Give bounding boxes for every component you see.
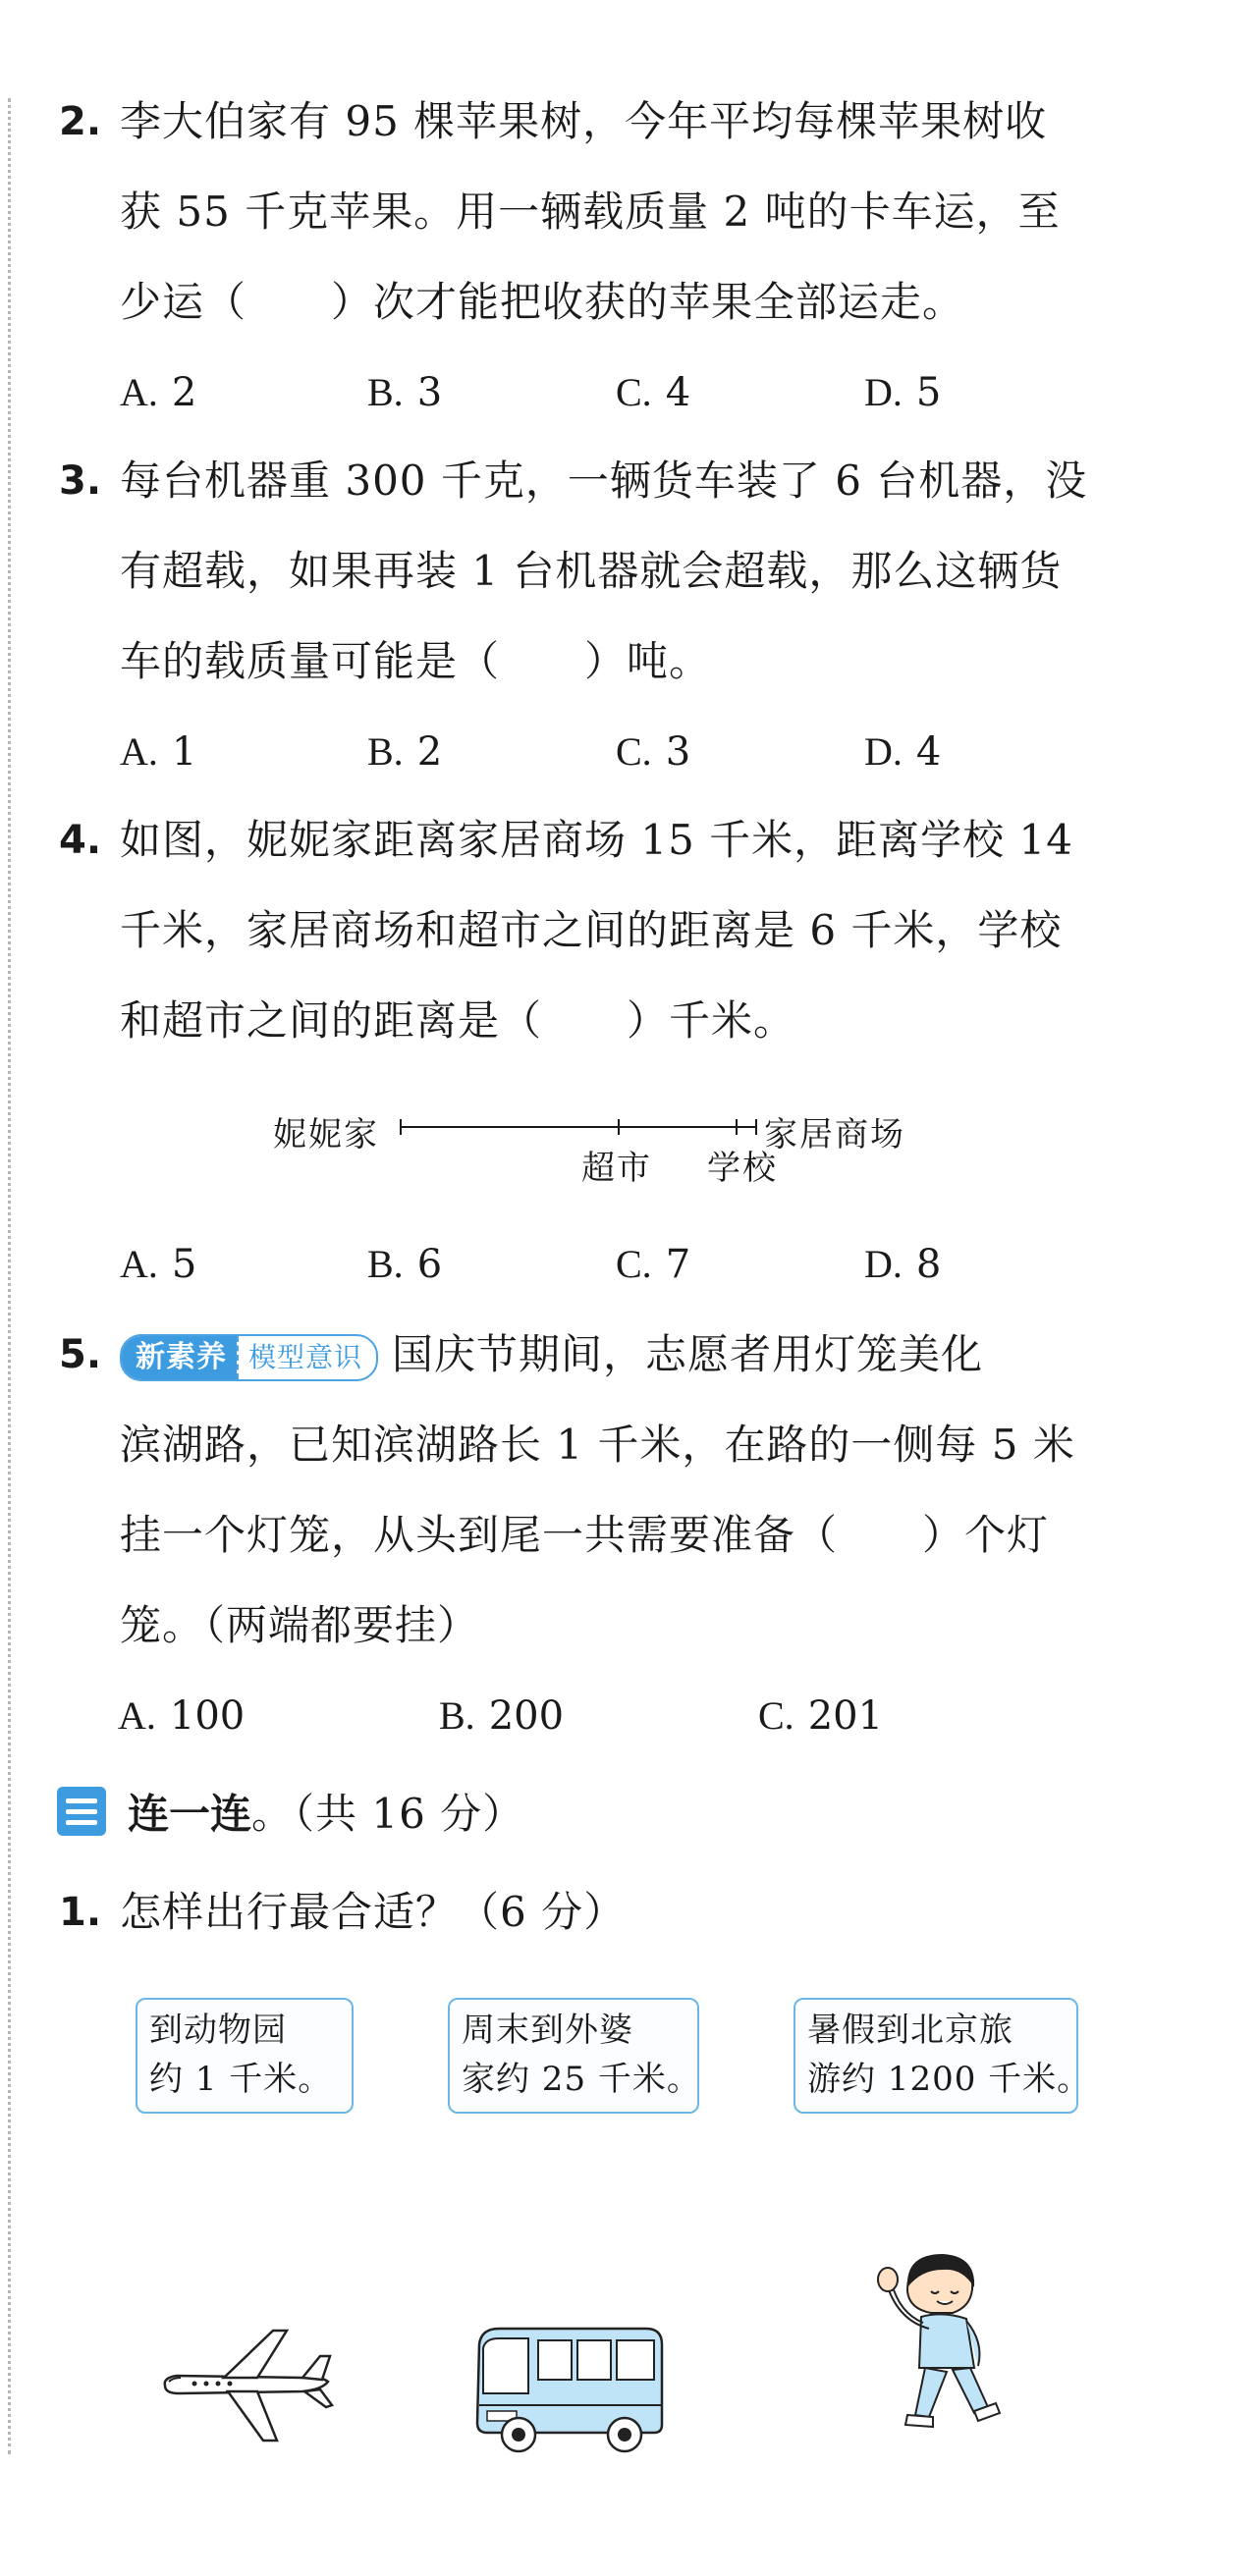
card-line: 约 1 千米。 <box>149 2060 333 2099</box>
section-header <box>57 1777 524 1846</box>
label-school: 学校 <box>707 1149 778 1188</box>
section-score: 。（共 16 分） <box>251 1790 525 1838</box>
question-line: 千米，家居商场和超市之间的距离是 6 千米，学校 <box>120 906 1063 954</box>
question-4-options <box>61 1219 1112 1310</box>
question-line: 每台机器重 300 千克，一辆货车装了 6 台机器，没 <box>120 456 1088 505</box>
question-line-text: 国庆节期间，志愿者用灯笼美化 <box>392 1330 984 1378</box>
sub-question-1 <box>61 1867 1112 1958</box>
option-c[interactable]: C. 7 <box>616 1242 691 1287</box>
question-line: 滨湖路，已知滨湖路长 1 千米，在路的一侧每 5 米 <box>120 1421 1075 1469</box>
label-home: 妮妮家 <box>273 1115 379 1154</box>
question-line: 怎样出行最合适？（6 分） <box>120 1888 627 1936</box>
card-line: 游约 1200 千米。 <box>807 2060 1092 2099</box>
question-4 <box>61 795 1112 1066</box>
option-b[interactable]: B. 200 <box>439 1693 565 1739</box>
question-line: 获 55 千克苹果。用一辆载质量 2 吨的卡车运，至 <box>120 188 1061 236</box>
question-3 <box>61 436 1112 797</box>
bus-icon[interactable] <box>460 2315 676 2462</box>
question-line: 车的载质量可能是（ ）吨。 <box>120 637 712 685</box>
question-number: 5. <box>59 1332 102 1377</box>
card-line: 到动物园 <box>149 2011 287 2050</box>
question-5 <box>61 1310 1112 1761</box>
question-line-1 <box>61 1310 1112 1400</box>
question-number: 2. <box>59 99 102 144</box>
question-line: 少运（ ）次才能把收获的苹果全部运走。 <box>120 278 965 326</box>
option-a[interactable]: A. 2 <box>120 370 197 415</box>
question-number: 3. <box>59 458 102 504</box>
option-d[interactable]: D. 5 <box>864 370 942 415</box>
option-c[interactable]: C. 4 <box>616 370 691 415</box>
option-a[interactable]: A. 5 <box>120 1242 197 1287</box>
question-2 <box>61 77 1112 438</box>
option-c[interactable]: C. 3 <box>616 729 691 775</box>
options-row <box>61 1671 1112 1761</box>
trip-card-beijing[interactable] <box>794 1998 1092 2114</box>
question-line: 如图，妮妮家距离家居商场 15 千米，距离学校 14 <box>120 816 1073 864</box>
option-b[interactable]: B. 6 <box>367 1242 443 1287</box>
label-mall: 家居商场 <box>764 1115 905 1154</box>
badge-sub: 模型意识 <box>237 1336 376 1379</box>
card-line: 周末到外婆 <box>462 2011 633 2050</box>
trip-cards <box>0 1998 1259 2125</box>
question-line: 笼。（两端都要挂） <box>120 1601 480 1649</box>
question-line: 挂一个灯笼，从头到尾一共需要准备（ ）个灯 <box>120 1511 1050 1559</box>
option-c[interactable]: C. 201 <box>758 1693 884 1739</box>
section-title: 连一连 <box>128 1790 252 1838</box>
question-line: 和超市之间的距离是（ ）千米。 <box>120 996 796 1045</box>
option-a[interactable]: A. 1 <box>120 729 197 775</box>
trip-card-zoo[interactable] <box>136 1998 354 2114</box>
options-row <box>61 1219 1112 1310</box>
question-number: 4. <box>59 818 102 863</box>
airplane-icon[interactable] <box>155 2317 342 2454</box>
question-number: 1. <box>59 1890 102 1935</box>
card-line: 家约 25 千米。 <box>462 2060 701 2099</box>
question-line: 李大伯家有 95 棵苹果树，今年平均每棵苹果树收 <box>120 97 1048 145</box>
option-b[interactable]: B. 3 <box>367 370 443 415</box>
options-row <box>61 348 1112 438</box>
option-a[interactable]: A. 100 <box>118 1693 246 1739</box>
question-line: 有超载，如果再装 1 台机器就会超载，那么这辆货 <box>120 547 1063 595</box>
options-row <box>61 707 1112 797</box>
literacy-badge <box>120 1334 378 1381</box>
option-b[interactable]: B. 2 <box>367 729 443 775</box>
card-line: 暑假到北京旅 <box>807 2011 1013 2050</box>
option-d[interactable]: D. 4 <box>864 729 942 775</box>
badge-main: 新素养 <box>122 1336 237 1379</box>
distance-diagram <box>265 1090 972 1188</box>
label-supermarket: 超市 <box>581 1149 652 1188</box>
section-three-icon <box>57 1787 106 1836</box>
option-d[interactable]: D. 8 <box>864 1242 942 1287</box>
trip-card-grandma[interactable] <box>448 1998 699 2114</box>
walking-boy-icon[interactable] <box>864 2248 1012 2454</box>
